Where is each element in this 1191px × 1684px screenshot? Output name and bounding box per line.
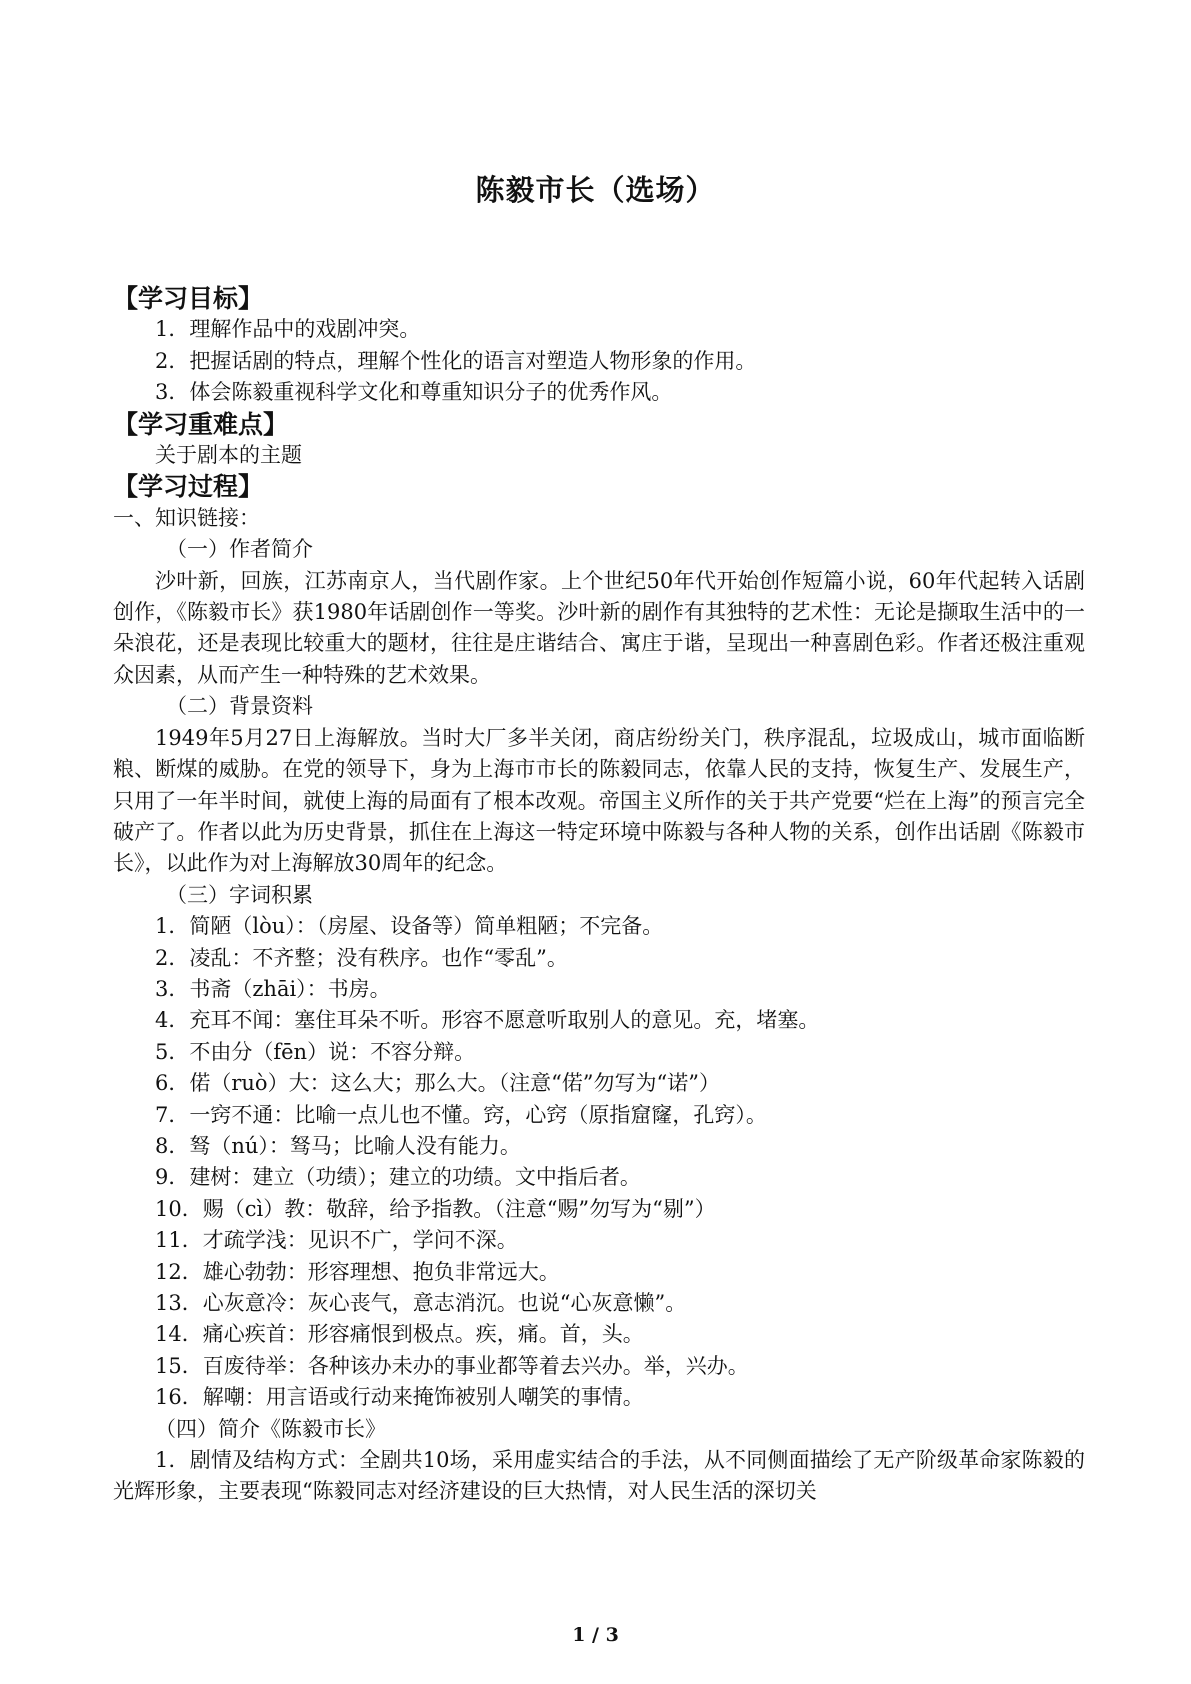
word-item: 5．不由分（fēn）说：不容分辩。 <box>155 1039 476 1064</box>
goal-item: 2．把握话剧的特点，理解个性化的语言对塑造人物形象的作用。 <box>155 348 757 373</box>
word-item: 11．才疏学浅：见识不广，学问不深。 <box>155 1228 518 1253</box>
word-list <box>113 911 1085 1414</box>
word-item: 4．充耳不闻：塞住耳朵不听。形容不愿意听取别人的意见。充，堵塞。 <box>155 1008 820 1033</box>
document-body <box>113 283 1085 1508</box>
subheading-words: （三）字词积累 <box>166 882 313 907</box>
word-item: 15．百废待举：各种该办未办的事业都等着去兴办。举，兴办。 <box>155 1353 749 1378</box>
subheading-background: （二）背景资料 <box>166 694 313 719</box>
intro-paragraph: 1．剧情及结构方式：全剧共10场，采用虚实结合的手法，从不同侧面描绘了无产阶级革命家陈毅的光辉形象，主要表现“陈毅同志对经济建设的巨大热情，对人民生活的深切关 <box>113 1448 1085 1504</box>
word-item: 3．书斋（zhāi）：书房。 <box>155 976 391 1001</box>
word-item: 9．建树：建立（功绩）；建立的功绩。文中指后者。 <box>155 1165 641 1190</box>
key-text: 关于剧本的主题 <box>155 443 302 468</box>
goals-heading: 【学习目标】 <box>113 284 264 313</box>
word-item: 7．一窍不通：比喻一点儿也不懂。窍，心窍（原指窟窿，孔窍）。 <box>155 1102 767 1127</box>
word-item: 10．赐（cì）教：敬辞，给予指教。（注意“赐”勿写为“剔”） <box>155 1196 716 1221</box>
word-item: 8．驽（nú）：驽马；比喻人没有能力。 <box>155 1133 521 1158</box>
page-number: 1 / 3 <box>572 1624 619 1646</box>
background-paragraph: 1949年5月27日上海解放。当时大厂多半关闭，商店纷纷关门，秩序混乱，垃圾成山，城市面临断粮、断煤的威胁。在党的领导下，身为上海市市长的陈毅同志，依靠人民的支持，恢复生产、发展生产，只用了一年半时间，就使上海的局面有了根本改观。帝国主义所作的关于共产党要“烂在上海”的预言完全破产了。作者以此为历史背景，抓住在上海这一特定环境中陈毅与各种人物的关系，创作出话剧《陈毅市长》，以此作为对上海解放30周年的纪念。 <box>113 725 1085 876</box>
word-item: 1．简陋（lòu）：（房屋、设备等）简单粗陋；不完备。 <box>155 914 664 939</box>
key-heading: 【学习重难点】 <box>113 409 289 439</box>
process-heading: 【学习过程】 <box>113 472 264 502</box>
part-heading: 一、知识链接： <box>113 505 260 530</box>
word-item: 14．痛心疾首：形容痛恨到极点。疾，痛。首，头。 <box>155 1322 644 1347</box>
author-paragraph: 沙叶新，回族，江苏南京人，当代剧作家。上个世纪50年代开始创作短篇小说，60年代起转入话剧创作，《陈毅市长》获1980年话剧创作一等奖。沙叶新的剧作有其独特的艺术性：无论是撷取生活中的一朵浪花，还是表现比较重大的题材，往往是庄谐结合、寓庄于谐，呈现出一种喜剧色彩。作者还极注重观众因素，从而产生一种特殊的艺术效果。 <box>113 568 1085 687</box>
word-item: 16．解嘲：用言语或行动来掩饰被别人嘲笑的事情。 <box>155 1385 644 1410</box>
page-title: 陈毅市长（选场） <box>475 173 716 207</box>
subheading-intro: （四）简介《陈毅市长》 <box>155 1416 386 1441</box>
subheading-author: （一）作者简介 <box>166 537 313 562</box>
word-item: 13．心灰意冷：灰心丧气，意志消沉。也说“心灰意懒”。 <box>155 1291 687 1315</box>
goal-item: 1．理解作品中的戏剧冲突。 <box>155 317 421 342</box>
word-item: 6．偌（ruò）大：这么大；那么大。（注意“偌”勿写为“诺”） <box>155 1071 721 1096</box>
word-item: 2．凌乱：不齐整；没有秩序。也作“零乱”。 <box>155 945 568 970</box>
word-item: 12．雄心勃勃：形容理想、抱负非常远大。 <box>155 1259 560 1284</box>
goal-item: 3．体会陈毅重视科学文化和尊重知识分子的优秀作风。 <box>155 380 673 405</box>
